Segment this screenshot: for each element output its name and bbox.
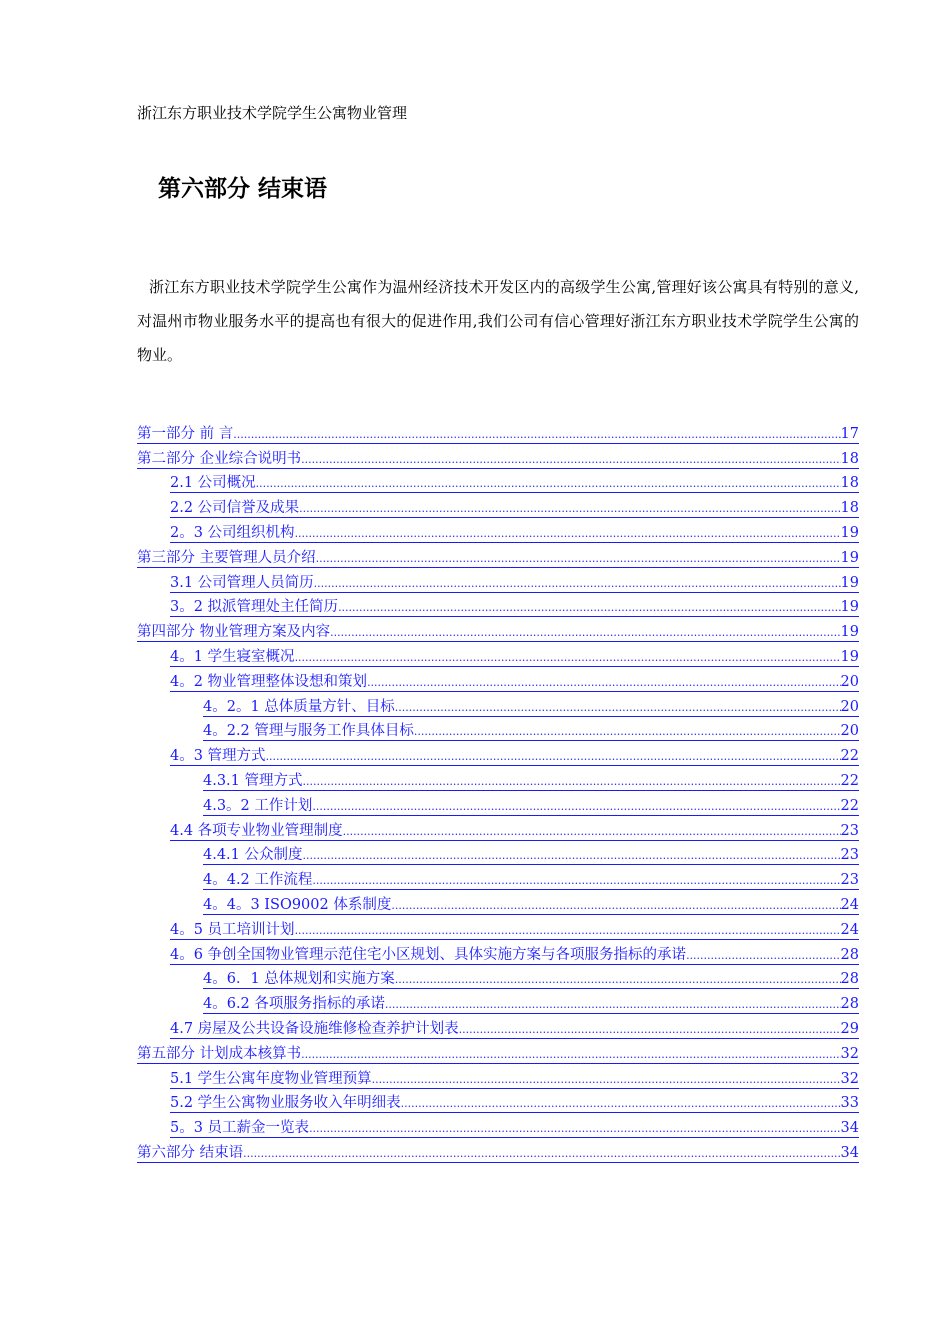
toc-entry-title[interactable]: 3.1 公司管理人员简历 [170,574,314,591]
toc-entry-title[interactable]: 4。6.2 各项服务指标的承诺 [203,996,385,1013]
toc-entry[interactable] [137,568,859,593]
toc-entry[interactable] [137,816,859,841]
toc-leader-dots [295,525,841,543]
toc-entry-page-number[interactable]: 28 [840,996,859,1013]
toc-entry[interactable] [137,617,859,642]
toc-entry[interactable] [137,543,859,568]
toc-entry-page-number[interactable]: 19 [840,524,859,541]
toc-entry-title[interactable]: 4。2.2 管理与服务工作具体目标 [203,723,414,740]
toc-entry-title[interactable]: 第六部分 结束语 [137,1144,244,1161]
toc-entry[interactable] [137,1014,859,1039]
toc-leader-dots [301,451,840,469]
toc-entry-page-number[interactable]: 20 [840,723,859,740]
toc-leader-dots [295,922,841,940]
toc-entry[interactable] [137,444,859,469]
toc-leader-dots [295,649,841,667]
toc-entry[interactable] [137,940,859,965]
toc-leader-dots [303,773,841,791]
toc-leader-dots [316,550,841,568]
toc-entry-page-number[interactable]: 19 [840,549,859,566]
toc-entry-page-number[interactable]: 18 [840,450,859,467]
toc-entry-title[interactable]: 4。2 物业管理整体设想和策划 [170,673,368,690]
toc-leader-dots [372,1071,841,1089]
toc-entry-page-number[interactable]: 19 [840,648,859,665]
page-header: 浙江东方职业技术学院学生公寓物业管理 [137,104,408,122]
toc-entry-page-number[interactable]: 22 [840,748,859,765]
toc-leader-dots [391,897,840,915]
toc-entry[interactable] [137,965,859,990]
toc-entry-page-number[interactable]: 19 [840,574,859,591]
toc-entry-page-number[interactable]: 20 [840,673,859,690]
toc-entry[interactable] [137,915,859,940]
toc-entry-page-number[interactable]: 17 [840,425,859,442]
toc-entry[interactable] [137,593,859,618]
toc-entry-title[interactable]: 3。2 拟派管理处主任简历 [170,599,339,616]
toc-entry-title[interactable]: 4。6．1 总体规划和实施方案 [203,971,395,988]
toc-entry[interactable] [137,741,859,766]
toc-entry[interactable] [137,1064,859,1089]
toc-entry-title[interactable]: 4。4.2 工作流程 [203,872,313,889]
toc-leader-dots [309,1120,840,1138]
toc-leader-dots [303,847,841,865]
toc-leader-dots [414,723,841,741]
toc-entry-title[interactable]: 4。4。3 ISO9002 体系制度 [203,896,392,913]
toc-leader-dots [343,823,841,841]
toc-leader-dots [266,748,841,766]
toc-entry[interactable] [137,766,859,791]
toc-entry-title[interactable]: 4。3 管理方式 [170,748,266,765]
toc-entry[interactable] [137,791,859,816]
body-paragraph: 浙江东方职业技术学院学生公寓作为温州经济技术开发区内的高级学生公寓,管理好该公寓具有特别的意义,对温州市物业服务水平的提高也有很大的促进作用,我们公司有信心管理好浙江东方职业技术学院学生公寓的物业。 [137,278,859,364]
toc-entry-title[interactable]: 第五部分 计划成本核算书 [137,1045,302,1062]
toc-entry[interactable] [137,841,859,866]
toc-entry-page-number[interactable]: 32 [840,1070,859,1087]
toc-entry-title[interactable]: 4.3。2 工作计划 [203,797,313,814]
toc-entry-title[interactable]: 4.4.1 公众制度 [203,847,303,864]
toc-entry-title[interactable]: 第三部分 主要管理人员介绍 [137,549,316,566]
table-of-contents [137,419,859,1163]
toc-entry-page-number[interactable]: 19 [840,599,859,616]
toc-leader-dots [395,699,841,717]
toc-entry-title[interactable]: 2.2 公司信誉及成果 [170,500,300,517]
toc-leader-dots [338,599,840,617]
toc-leader-dots [299,500,840,518]
toc-leader-dots [312,798,840,816]
toc-entry-page-number[interactable]: 23 [840,872,859,889]
toc-entry-title[interactable]: 2.1 公司概况 [170,475,256,492]
toc-entry-page-number[interactable]: 32 [840,1045,859,1062]
toc-entry-page-number[interactable]: 23 [840,822,859,839]
toc-entry[interactable] [137,989,859,1014]
toc-entry-title[interactable]: 第四部分 物业管理方案及内容 [137,624,331,641]
toc-entry-page-number[interactable]: 18 [840,500,859,517]
toc-entry[interactable] [137,1113,859,1138]
toc-leader-dots [256,475,841,493]
toc-entry-title[interactable]: 4。6 争创全国物业管理示范住宅小区规划、具体实施方案与各项服务指标的承诺 [170,946,687,963]
section-title: 第六部分 结束语 [158,176,328,202]
toc-entry-page-number[interactable]: 33 [840,1095,859,1112]
toc-entry-title[interactable]: 第二部分 企业综合说明书 [137,450,302,467]
toc-entry-title[interactable]: 4。1 学生寝室概况 [170,648,295,665]
toc-entry-page-number[interactable]: 34 [840,1120,859,1137]
toc-entry-title[interactable]: 5.2 学生公寓物业服务收入年明细表 [170,1095,401,1112]
toc-leader-dots [312,872,840,890]
toc-leader-dots [243,1145,840,1163]
toc-entry-page-number[interactable]: 18 [840,475,859,492]
toc-entry-title[interactable]: 4.7 房屋及公共设备设施维修检查养护计划表 [170,1020,459,1037]
toc-entry-title[interactable]: 4.3.1 管理方式 [203,772,303,789]
toc-entry-title[interactable]: 5。3 员工薪金一览表 [170,1120,310,1137]
toc-leader-dots [301,1046,840,1064]
toc-entry[interactable] [137,865,859,890]
toc-entry-title[interactable]: 第一部分 前 言 [137,425,234,442]
toc-leader-dots [686,947,840,965]
toc-entry-page-number[interactable]: 28 [840,946,859,963]
toc-leader-dots [367,674,840,692]
toc-leader-dots [314,575,841,593]
toc-entry-title[interactable]: 4。2。1 总体质量方针、目标 [203,698,395,715]
toc-entry-page-number[interactable]: 28 [840,971,859,988]
toc-entry-title[interactable]: 4.4 各项专业物业管理制度 [170,822,343,839]
toc-entry[interactable] [137,493,859,518]
toc-entry-page-number[interactable]: 22 [840,772,859,789]
toc-entry[interactable] [137,1138,859,1163]
toc-entry-page-number[interactable]: 22 [840,797,859,814]
toc-entry[interactable] [137,717,859,742]
toc-leader-dots [385,996,841,1014]
toc-entry[interactable] [137,692,859,717]
toc-leader-dots [459,1021,841,1039]
toc-leader-dots [233,426,840,444]
toc-entry[interactable] [137,419,859,444]
toc-leader-dots [401,1095,841,1113]
toc-entry[interactable] [137,667,859,692]
toc-entry-page-number[interactable]: 19 [840,624,859,641]
toc-entry[interactable] [137,518,859,543]
toc-entry-page-number[interactable]: 34 [840,1144,859,1161]
toc-entry-page-number[interactable]: 24 [840,896,859,913]
toc-entry-title[interactable]: 4。5 员工培训计划 [170,921,295,938]
toc-entry[interactable] [137,469,859,494]
toc-entry[interactable] [137,890,859,915]
toc-entry[interactable] [137,642,859,667]
toc-entry-page-number[interactable]: 29 [840,1020,859,1037]
toc-leader-dots [395,971,841,989]
toc-entry-title[interactable]: 5.1 学生公寓年度物业管理预算 [170,1070,372,1087]
toc-leader-dots [330,624,840,642]
toc-entry-page-number[interactable]: 23 [840,847,859,864]
toc-entry-title[interactable]: 2。3 公司组织机构 [170,524,295,541]
toc-entry-page-number[interactable]: 20 [840,698,859,715]
toc-entry[interactable] [137,1039,859,1064]
toc-entry-page-number[interactable]: 24 [840,921,859,938]
toc-entry[interactable] [137,1089,859,1114]
